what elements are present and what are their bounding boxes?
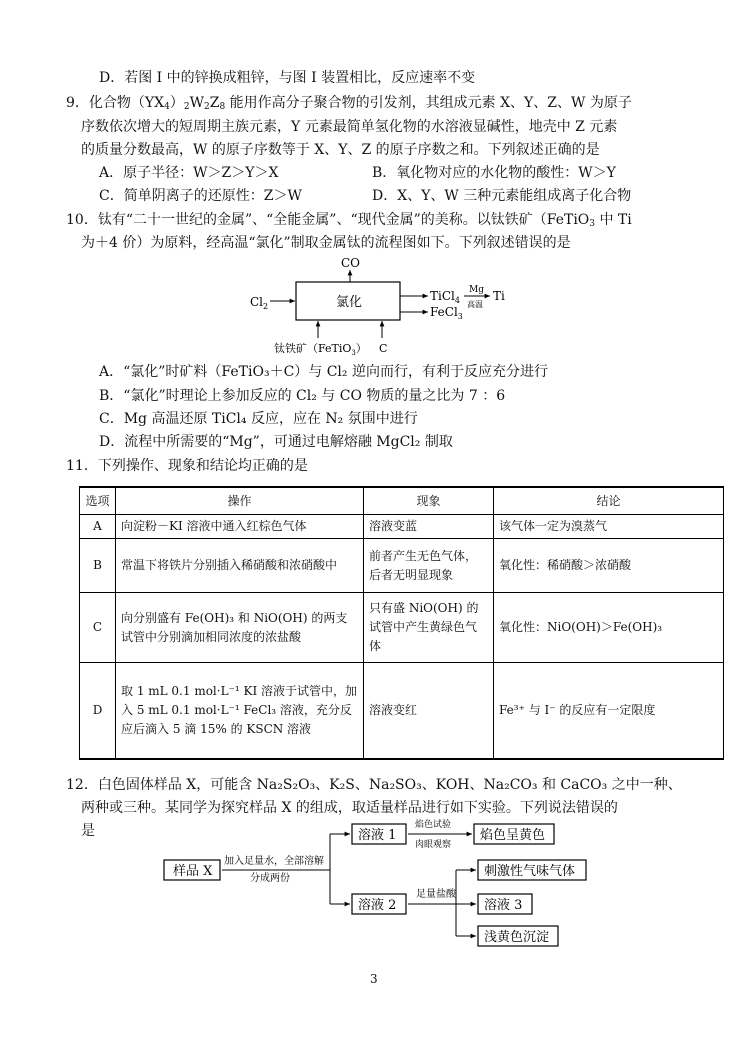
- visual-observation-label: 肉眼观察: [415, 840, 452, 850]
- header-conclusion: 结论: [494, 487, 724, 515]
- row-phenomenon: 只有盛 NiO(OH) 的试管中产生黄绿色气体: [364, 593, 494, 663]
- chlorination-label: 氯化: [336, 295, 363, 310]
- ilmenite-label: 钛铁矿（FeTiO$_3$）: [274, 342, 367, 356]
- flame-test-label: 焰色试验: [415, 820, 452, 830]
- header-option: 选项: [80, 487, 116, 515]
- cl2-label: $Cl_2$: [250, 295, 269, 311]
- row-conclusion: 该气体一定为溴蒸气: [494, 515, 724, 539]
- sample-x-label: 样品 X: [173, 864, 213, 879]
- co-label: CO: [341, 256, 361, 270]
- q10-option-d: D．流程中所需要的“Mg”，可通过电解熔融 MgCl₂ 制取: [99, 434, 453, 450]
- table-header-row: [80, 487, 724, 515]
- row-phenomenon: 前者产生无色气体，后者无明显现象: [364, 539, 494, 593]
- row-conclusion: Fe³⁺ 与 I⁻ 的反应有一定限度: [494, 663, 724, 759]
- table-row: [80, 663, 724, 759]
- carbon-label: C: [379, 342, 388, 355]
- q11-experiment-table: [79, 486, 724, 760]
- q9-stem: 9．化合物$(YX_4)_2W_2Z_8$ 能用作高分子聚合物的引发剂，其组成元素 X、Y、Z、W 为原子: [66, 95, 632, 112]
- pale-yellow-precipitate-label: 浅黄色沉淀: [484, 930, 550, 945]
- table-row: [80, 593, 724, 663]
- q10-chlorination-flow-diagram: [240, 254, 520, 356]
- q10-stem: 10．钛有“二十一世纪的金属”、“全能金属”、“现代金属”的美称。以钛铁矿（FeTiO$_3$ 中 Ti: [66, 212, 632, 229]
- q12-stem-line2: 两种或三种。某同学为探究样品 X 的组成，取适量样品进行如下实验。下列说法错误的: [81, 800, 618, 816]
- q9-option-d: D．X、Y、W 三种元素能组成离子化合物: [372, 188, 632, 204]
- ti-label: Ti: [493, 289, 505, 303]
- step1-bottom-label: 分成两份: [250, 873, 290, 884]
- row-phenomenon: 溶液变红: [364, 663, 494, 759]
- q9-stem-line2: 序数依次增大的短周期主族元素，Y 元素最简单氢化物的水溶液显碱性，地壳中 Z 元素: [81, 119, 618, 135]
- fecl3-label: FeCl$_3$: [430, 305, 463, 321]
- q10-option-c: C．Mg 高温还原 TiCl₄ 反应，应在 N₂ 氛围中进行: [99, 411, 418, 427]
- table-row: [80, 539, 724, 593]
- table-row: [80, 515, 724, 539]
- q12-sample-flow-diagram: [160, 818, 600, 954]
- q8-option-d: D．若图 I 中的锌换成粗锌，与图 I 装置相比，反应速率不变: [99, 70, 476, 86]
- solution-1-label: 溶液 1: [358, 828, 397, 843]
- row-operation: 向淀粉－KI 溶液中通入红棕色气体: [116, 515, 364, 539]
- high-temp-label: 高温: [467, 300, 483, 309]
- step1-top-label: 加入足量水，全部溶解: [224, 856, 324, 867]
- row-option: A: [80, 515, 116, 539]
- header-phenomenon: 现象: [364, 487, 494, 515]
- row-operation: 常温下将铁片分别插入稀硝酸和浓硝酸中: [116, 539, 364, 593]
- solution-2-label: 溶液 2: [358, 898, 397, 913]
- page-number: 3: [370, 972, 378, 986]
- q9-option-b: B．氧化物对应的水化物的酸性：W＞Y: [372, 165, 616, 181]
- row-option: B: [80, 539, 116, 593]
- solution-3-label: 溶液 3: [484, 898, 523, 913]
- ticl4-label: TiCl$_4$: [430, 289, 460, 305]
- row-option: C: [80, 593, 116, 663]
- row-phenomenon: 溶液变蓝: [364, 515, 494, 539]
- q11-stem: 11．下列操作、现象和结论均正确的是: [66, 458, 308, 474]
- header-operation: 操作: [116, 487, 364, 515]
- row-conclusion: 氧化性：稀硝酸＞浓硝酸: [494, 539, 724, 593]
- q12-stem: 12．白色固体样品 X，可能含 Na₂S₂O₃、K₂S、Na₂SO₃、KOH、Na₂CO₃ 和 CaCO₃ 之中一种、: [66, 777, 682, 793]
- excess-hcl-label: 足量盐酸: [416, 889, 456, 900]
- q9-stem-line3: 的质量分数最高，W 的原子序数等于 X、Y、Z 的原子序数之和。下列叙述正确的是: [81, 142, 600, 158]
- mg-label: Mg: [469, 285, 484, 295]
- q12-stem-line3: 是: [81, 823, 95, 839]
- q10-stem-line2: 为＋4 价）为原料，经高温“氯化”制取金属钛的流程图如下。下列叙述错误的是: [81, 235, 571, 251]
- row-option: D: [80, 663, 116, 759]
- row-conclusion: 氧化性：NiO(OH)＞Fe(OH)₃: [494, 593, 724, 663]
- q10-option-a: A．“氯化”时矿料（FeTiO₃＋C）与 Cl₂ 逆向而行，有利于反应充分进行: [99, 364, 548, 380]
- q9-option-a: A．原子半径：W＞Z＞Y＞X: [99, 165, 279, 181]
- row-operation: 向分别盛有 Fe(OH)₃ 和 NiO(OH) 的两支试管中分别滴加相同浓度的浓盐酸: [116, 593, 364, 663]
- row-operation: 取 1 mL 0.1 mol·L⁻¹ KI 溶液于试管中，加入 5 mL 0.1 mol·L⁻¹ FeCl₃ 溶液，充分反应后滴入 5 滴 15% 的 KSCN 溶液: [116, 663, 364, 759]
- flame-result-label: 焰色呈黄色: [480, 828, 546, 843]
- q9-option-c: C．简单阴离子的还原性：Z＞W: [99, 188, 302, 204]
- pungent-gas-label: 刺激性气味气体: [484, 864, 576, 879]
- q10-option-b: B．“氯化”时理论上参加反应的 Cl₂ 与 CO 物质的量之比为 7 ：6: [99, 388, 506, 404]
